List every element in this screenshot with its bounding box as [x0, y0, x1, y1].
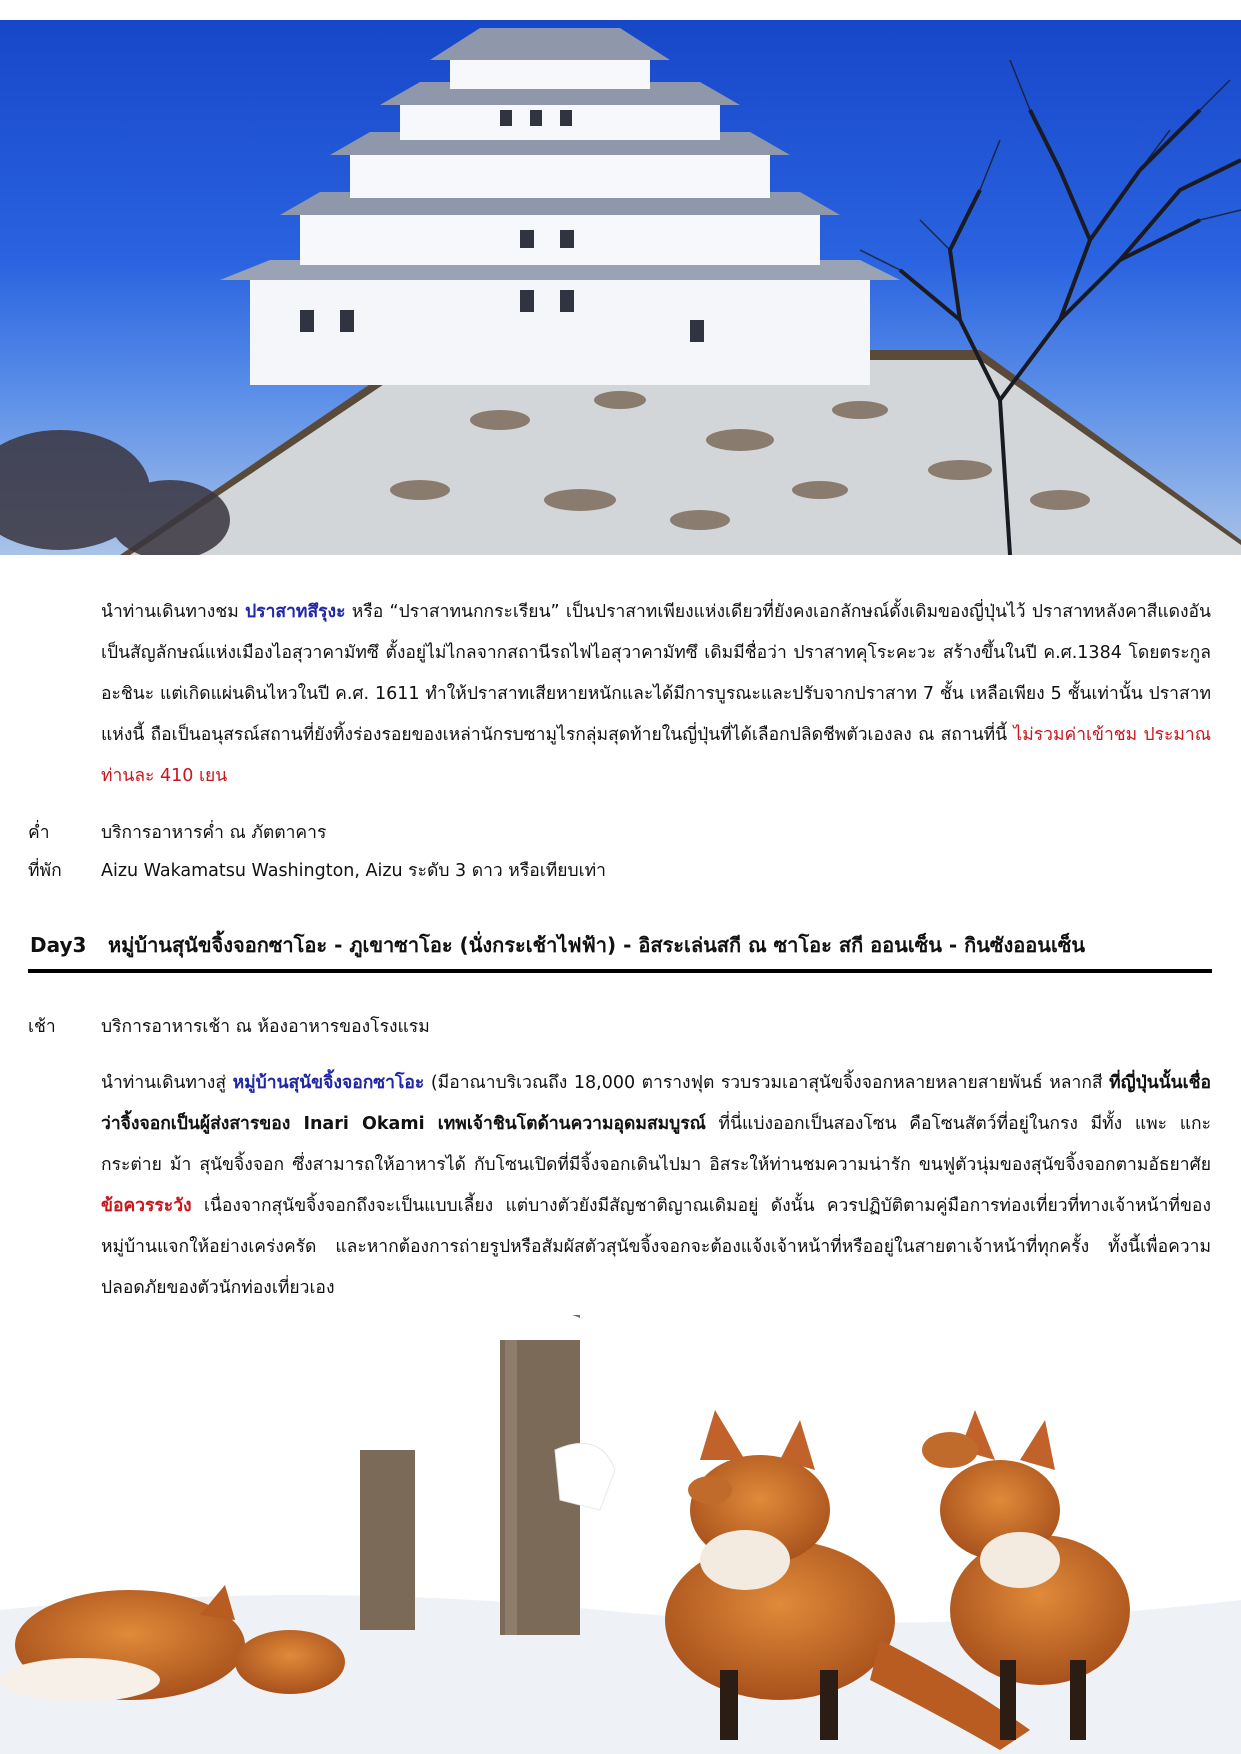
dinner-text: บริการอาหารค่ำ ณ ภัตตาคาร — [101, 823, 327, 843]
fox-illustration — [0, 1310, 1241, 1754]
fox-photo — [0, 1310, 1241, 1754]
fox-village-name-highlight: หมู่บ้านสุนัขจิ้งจอกซาโอะ — [232, 1073, 425, 1093]
caution-label: ข้อควรระวัง — [101, 1196, 192, 1216]
fox-belief-bold: ที่ญี่ปุ่นนั้นเชื่อว่าจิ้งจอกเป็นผู้ส่งสารของ Inari Okami เทพเจ้าชินโตด้านความอุดมสมบูรณ์ — [101, 1073, 1211, 1134]
hotel-row — [28, 856, 606, 886]
castle-desc-text-2: หรือ “ปราสาทนกกระเรียน” เป็นปราสาทเพียงแห่งเดียวที่ยังคงเอกลักษณ์ดั้งเดิมของญี่ปุ่นไว้ ปราสาทหลังคาสีแดงอันเป็นสัญลักษณ์แห่งเมืองไอสุวาคามัทซึ ตั้งอยู่ไม่ไกลจากสถานีรถไฟไอสุวาคามัทซึ เดิมมีชื่อว่า ปราสาทคุโระคะวะ สร้างขึ้นในปี ค.ศ.1384 โดยตระกูลอะชินะ แต่เกิดแผ่นดินไหวในปี ค.ศ. 1611 ทำให้ปราสาทเสียหายหนักและได้มีการบูรณะและปรับจากปราสาท 7 ชั้น เหลือเพียง 5 ชั้นเท่านั้น ปราสาทแห่งนี้ ถือเป็นอนุสรณ์สถานที่ยังทิ้งร่องรอยของเหล่านักรบซามูไรกลุ่มสุดท้ายในญี่ปุ่นที่ได้เลือกปลิดชีพตัวเองลง ณ สถานที่นี้ — [101, 602, 1211, 745]
heading-divider — [28, 969, 1212, 973]
hotel-text: Aizu Wakamatsu Washington, Aizu ระดับ 3 ดาว หรือเทียบเท่า — [101, 861, 606, 881]
breakfast-text: บริการอาหารเช้า ณ ห้องอาหารของโรงแรม — [101, 1017, 430, 1037]
dinner-label: ค่ำ — [28, 823, 50, 843]
breakfast-label: เช้า — [28, 1017, 56, 1037]
castle-desc-text-1: นำท่านเดินทางชม — [101, 602, 246, 622]
fox-desc-text-1: นำท่านเดินทางสู่ — [101, 1073, 233, 1093]
fox-desc-text-2: (มีอาณาบริเวณถึง 18,000 ตารางฟุต รวบรวมเอาสุนัขจิ้งจอกหลายหลายสายพันธ์ หลากสี — [424, 1073, 1110, 1093]
day-number: Day3 — [30, 933, 87, 957]
day3-heading — [30, 928, 1210, 962]
hotel-label: ที่พัก — [28, 861, 62, 881]
fox-desc-text-3: ที่นี่แบ่งออกเป็นสองโซน คือโซนสัตว์ที่อยู่ในกรง มีทั้ง แพะ แกะ กระต่าย ม้า สุนัขจิ้งจอก ซึ่งสามารถให้อาหารได้ กับโซนเปิดที่มีจิ้งจอกเดินไปมา อิสระให้ท่านชมความน่ารัก ขนฟูตัวนุ่มของสุนัขจิ้งจอกตามอัธยาศัย — [101, 1114, 1211, 1175]
castle-name-highlight: ปราสาทสึรุงะ — [245, 602, 346, 622]
day-title: หมู่บ้านสุนัขจิ้งจอกซาโอะ - ภูเขาซาโอะ (นั่งกระเช้าไฟฟ้า) - อิสระเล่นสกี ณ ซาโอะ สกี ออนเซ็น - กินซังออนเซ็น — [108, 933, 1086, 957]
fox-village-description — [101, 1063, 1211, 1309]
castle-illustration — [0, 20, 1241, 555]
entrance-fee-note: ไม่รวมค่าเข้าชม ประมาณท่านละ 410 เยน — [101, 725, 1211, 786]
dinner-row — [28, 818, 326, 848]
castle-photo — [0, 20, 1241, 555]
fox-desc-text-4: เนื่องจากสุนัขจิ้งจอกถึงจะเป็นแบบเลี้ยง แต่บางตัวยังมีสัญชาติญาณเดิมอยู่ ดังนั้น ควรปฏิบัติตามคู่มือการท่องเที่ยวที่ทางเจ้าหน้าที่ของหมู่บ้านแจกให้อย่างเคร่งครัด และหากต้องการถ่ายรูปหรือสัมผัสตัวสุนัขจิ้งจอกจะต้องแจ้งเจ้าหน้าที่หรืออยู่ในสายตาเจ้าหน้าที่ทุกครั้ง ทั้งนี้เพื่อความปลอดภัยของตัวนักท่องเที่ยวเอง — [101, 1196, 1211, 1298]
castle-description — [101, 592, 1211, 797]
breakfast-row — [28, 1012, 430, 1042]
